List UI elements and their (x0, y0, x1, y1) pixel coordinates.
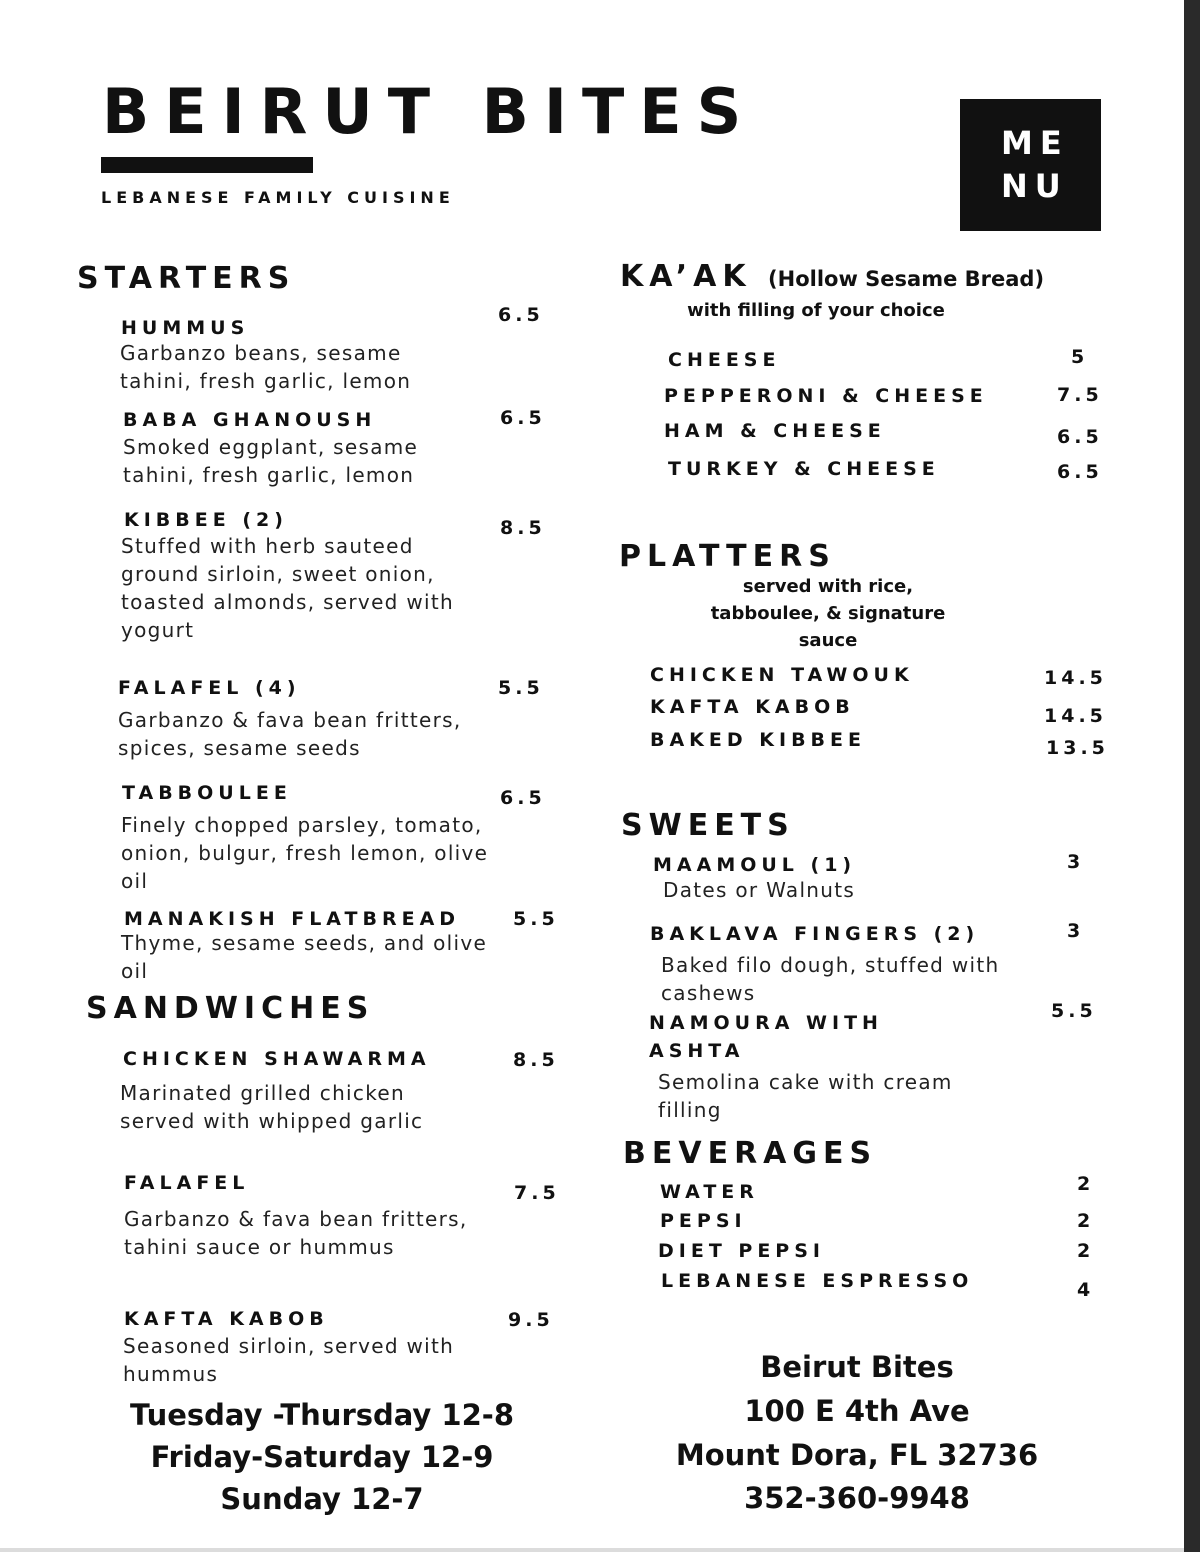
menu-item-price: 8.5 (500, 517, 546, 539)
hours-line: Sunday 12-7 (220, 1482, 424, 1516)
menu-item-price: 6.5 (500, 407, 546, 429)
menu-item-description: Garbanzo & fava bean fritters, tahini sauce or hummus (124, 1207, 468, 1259)
section-note-platters: served with rice, tabboulee, & signature sauce (710, 576, 946, 651)
section-title-beverages: BEVERAGES (623, 1136, 878, 1171)
menu-item-description: Stuffed with herb sauteed ground sirloin, sweet onion, toasted almonds, served with yogurt (121, 534, 454, 642)
menu-item-price: 5 (1071, 346, 1089, 368)
menu-badge-line-1: ME (1001, 124, 1069, 162)
menu-item-price: 3 (1067, 851, 1085, 873)
section-title-kaak (620, 259, 1044, 297)
hours-line: Friday-Saturday 12-9 (150, 1440, 494, 1474)
menu-item-name: HUMMUS (121, 317, 250, 339)
menu-item-description: Seasoned sirloin, served with hummus (123, 1334, 455, 1386)
section-title-sweets: SWEETS (621, 808, 795, 843)
section-title-starters: STARTERS (77, 261, 296, 296)
menu-item-description: Finely chopped parsley, tomato, onion, bulgur, fresh lemon, olive oil (121, 813, 489, 893)
menu-item-price: 2 (1077, 1210, 1095, 1232)
menu-item-name: WATER (660, 1181, 759, 1203)
menu-item-description: Garbanzo & fava bean fritters, spices, sesame seeds (118, 708, 462, 760)
menu-item-price: 7.5 (1057, 384, 1103, 406)
menu-item-price: 2 (1077, 1240, 1095, 1262)
menu-badge-line-2: NU (1001, 167, 1068, 205)
menu-item-price: 6.5 (498, 304, 544, 326)
menu-item-price: 5.5 (498, 677, 544, 699)
menu-item-name: KAFTA KABOB (650, 696, 855, 718)
menu-item-name: TURKEY & CHEESE (668, 458, 940, 480)
menu-item-name: FALAFEL (4) (118, 677, 301, 699)
menu-item-name: BABA GHANOUSH (123, 409, 377, 431)
menu-item-name: CHICKEN TAWOUK (650, 664, 914, 686)
menu-item-name: FALAFEL (124, 1172, 250, 1194)
menu-item-description: Thyme, sesame seeds, and olive oil (121, 931, 488, 983)
menu-item-name: NAMOURA WITH ASHTA (649, 1012, 883, 1062)
address-phone: 352-360-9948 (744, 1481, 970, 1515)
menu-item-price: 4 (1077, 1279, 1095, 1301)
menu-item-name: DIET PEPSI (658, 1240, 825, 1262)
menu-item-name: TABBOULEE (122, 782, 292, 804)
menu-badge (960, 99, 1101, 231)
menu-item-name: BAKLAVA FINGERS (2) (650, 923, 980, 945)
menu-item-price: 6.5 (500, 787, 546, 809)
address-line: Beirut Bites (760, 1350, 954, 1384)
menu-item-name: MAAMOUL (1) (653, 854, 857, 876)
menu-item-price: 6.5 (1057, 426, 1103, 448)
section-note-kaak: with filling of your choice (687, 300, 945, 321)
menu-item-price: 2 (1077, 1173, 1095, 1195)
hours-line: Tuesday -Thursday 12-8 (129, 1398, 515, 1432)
address-line: Mount Dora, FL 32736 (675, 1438, 1039, 1472)
menu-item-price: 3 (1067, 920, 1085, 942)
menu-item-name: CHEESE (668, 349, 781, 371)
menu-item-name: LEBANESE ESPRESSO (661, 1270, 974, 1292)
menu-item-price: 5.5 (513, 908, 559, 930)
menu-item-price: 6.5 (1057, 461, 1103, 483)
page-bottom-border (0, 1548, 1184, 1552)
page-edge-shadow (1184, 0, 1200, 1552)
menu-item-name: MANAKISH FLATBREAD (124, 908, 461, 930)
menu-item-name: HAM & CHEESE (664, 420, 886, 442)
menu-item-description: Garbanzo beans, sesame tahini, fresh garlic, lemon (120, 341, 412, 393)
menu-item-price: 5.5 (1051, 1000, 1097, 1022)
section-title-kaak-text: KA’AK (620, 259, 752, 294)
menu-item-price: 7.5 (514, 1182, 560, 1204)
menu-item-description: Smoked eggplant, sesame tahini, fresh garlic, lemon (123, 435, 419, 487)
menu-item-name: KAFTA KABOB (124, 1308, 329, 1330)
section-subtitle-kaak: (Hollow Sesame Bread) (768, 267, 1045, 291)
address-line: 100 E 4th Ave (744, 1394, 970, 1428)
menu-item-description: Baked filo dough, stuffed with cashews (661, 953, 1000, 1005)
menu-item-name: KIBBEE (2) (124, 509, 288, 531)
menu-item-name: CHICKEN SHAWARMA (123, 1048, 431, 1070)
menu-item-price: 14.5 (1044, 667, 1107, 689)
menu-item-price: 9.5 (508, 1309, 554, 1331)
restaurant-title: BEIRUT BITES (102, 75, 757, 148)
menu-item-description: Marinated grilled chicken served with whipped garlic (120, 1081, 424, 1133)
menu-item-name: BAKED KIBBEE (650, 729, 866, 751)
section-title-platters: PLATTERS (619, 539, 836, 574)
title-underline-bar (101, 157, 313, 173)
restaurant-tagline: LEBANESE FAMILY CUISINE (101, 188, 455, 207)
menu-item-name: PEPPERONI & CHEESE (664, 385, 988, 407)
menu-item-price: 13.5 (1046, 737, 1109, 759)
menu-item-name: PEPSI (660, 1210, 747, 1232)
menu-item-description: Dates or Walnuts (663, 878, 856, 902)
menu-item-price: 8.5 (513, 1049, 559, 1071)
menu-item-description: Semolina cake with cream filling (658, 1070, 953, 1122)
section-title-sandwiches: SANDWICHES (86, 991, 375, 1026)
menu-item-price: 14.5 (1044, 705, 1107, 727)
